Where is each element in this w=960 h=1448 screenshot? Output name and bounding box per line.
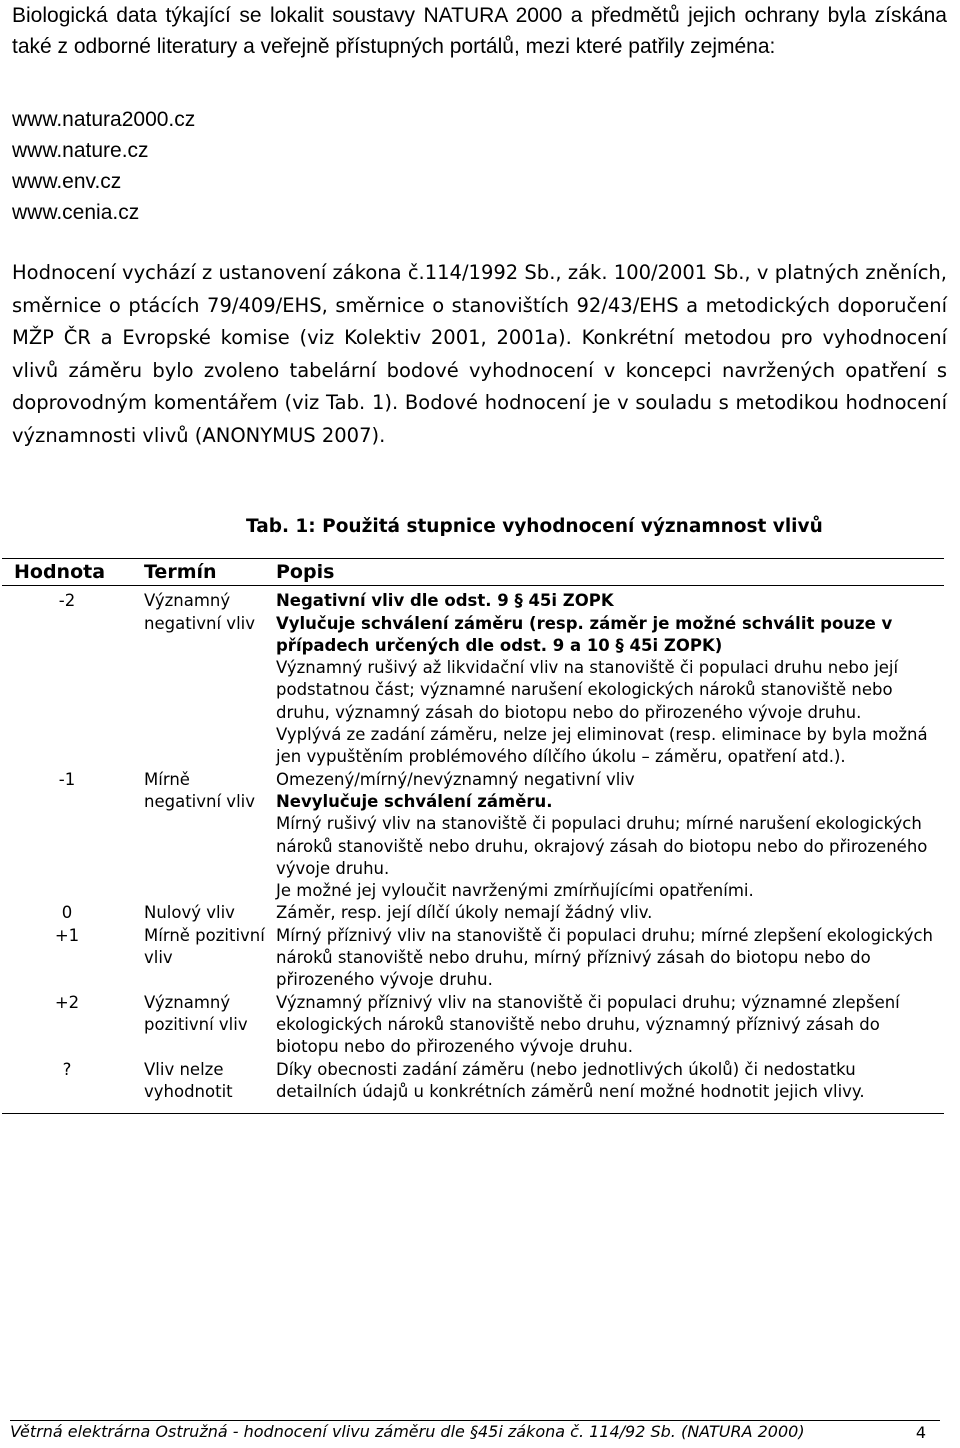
header-description: Popis	[268, 559, 944, 586]
link-nature[interactable]: www.nature.cz	[12, 139, 149, 162]
row-term: Významný negativní vliv	[144, 591, 255, 633]
table-row	[2, 992, 944, 1059]
header-term: Termín	[132, 559, 268, 586]
row-description	[268, 586, 944, 769]
footer-text: Větrná elektrárna Ostružná - hodnocení vlivu záměru dle §45i zákona č. 114/92 Sb. (NATURA 2000)	[10, 1422, 805, 1441]
row-description: Mírný příznivý vliv na stanoviště či populaci druhu; mírné zlepšení ekologických nároků stanoviště nebo druhu, mírný příznivý zásah do biotopu nebo do přirozeného vývoje druhu.	[276, 925, 934, 990]
desc-text: Mírný rušivý vliv na stanoviště či populaci druhu; mírné narušení ekologických nároků stanoviště nebo druhu, okrajový zásah do biotopu nebo do přirozeného vývoje druhu.	[276, 814, 928, 878]
row-term: Nulový vliv	[144, 903, 235, 923]
intro-paragraph: Biologická data týkající se lokalit soustavy NATURA 2000 a předmětů jejich ochrany byla získána také z odborné literatury a veřejně přístupných portálů, mezi které patřily zejména:	[12, 4, 947, 58]
page-footer	[10, 1420, 940, 1446]
methodology-paragraph: Hodnocení vychází z ustanovení zákona č.114/1992 Sb., zák. 100/2001 Sb., v platných zněních, směrnice o ptácích 79/409/EHS, směrnice o stanovištích 92/43/EHS a metodických doporučení MŽP ČR a Evropské komise (viz Kolektiv 2001, 2001a). Konkrétní metodou pro vyhodnocení vlivů záměru bylo zvoleno tabelární bodové vyhodnocení v koncepci navržených opatření s doprovodným komentářem (viz Tab. 1). Bodové hodnocení je v souladu s metodikou hodnocení významnosti vlivů (ANONYMUS 2007).	[12, 261, 947, 447]
row-term: Mírně pozitivní vliv	[144, 925, 265, 968]
desc-text: Významný rušivý až likvidační vliv na stanoviště či populaci druhu nebo její podstatnou část; významné narušení ekologických nároků stanoviště nebo druhu, významný zásah do biotopu nebo do přirozeného vývoje druhu.	[276, 658, 899, 722]
desc-text: Je možné jej vyloučit navrženými zmírňujícími opatřeními.	[276, 881, 754, 901]
table-row	[2, 902, 944, 924]
row-value: -1	[58, 769, 76, 789]
table-row	[2, 1059, 944, 1114]
row-description	[268, 769, 944, 903]
link-cenia[interactable]: www.cenia.cz	[12, 201, 140, 224]
desc-bold-line: Negativní vliv dle odst. 9 § 45i ZOPK	[276, 591, 614, 611]
row-description: Díky obecnosti zadání záměru (nebo jednotlivých úkolů) či nedostatku detailních údajů u konkrétních záměrů není možné hodnotit jejich vlivy.	[268, 1059, 944, 1114]
row-description: Záměr, resp. její dílčí úkoly nemají žádný vliv.	[276, 903, 653, 923]
desc-text: Omezený/mírný/nevýznamný negativní vliv	[276, 769, 635, 789]
row-value: ?	[2, 1059, 132, 1114]
page-number: 4	[915, 1423, 926, 1442]
row-value: -2	[58, 591, 76, 611]
table-caption: Tab. 1: Použitá stupnice vyhodnocení významnost vlivů	[246, 516, 823, 537]
source-links	[12, 104, 195, 228]
row-value: +1	[54, 925, 80, 945]
table-row	[2, 925, 944, 992]
row-term: Významný pozitivní vliv	[144, 992, 248, 1034]
table-row	[2, 769, 944, 903]
evaluation-scale-table	[2, 558, 944, 1114]
header-value: Hodnota	[2, 559, 132, 586]
row-term: Vliv nelze vyhodnotit	[132, 1059, 268, 1114]
row-value: 0	[61, 903, 73, 923]
row-value: +2	[54, 992, 80, 1012]
row-description: Významný příznivý vliv na stanoviště či populaci druhu; významné zlepšení ekologických nároků stanoviště nebo druhu, významný příznivý zásah do biotopu nebo do přirozeného vývoje druhu.	[276, 992, 900, 1057]
desc-bold-line: Nevylučuje schválení záměru.	[276, 791, 553, 811]
link-natura2000[interactable]: www.natura2000.cz	[12, 108, 196, 131]
table-header-row	[2, 559, 944, 586]
desc-text: Vyplývá ze zadání záměru, nelze jej eliminovat (resp. eliminace by byla možná jen vypuštěním problémového dílčího úkolu – záměru, opatření atd.).	[276, 725, 928, 767]
desc-bold-line: Vylučuje schválení záměru (resp. záměr je možné schválit pouze v případech určených dle odst. 9 a 10 § 45i ZOPK)	[276, 613, 893, 655]
link-env[interactable]: www.env.cz	[12, 170, 122, 193]
table-row	[2, 586, 944, 769]
row-term: Mírně negativní vliv	[144, 769, 255, 811]
